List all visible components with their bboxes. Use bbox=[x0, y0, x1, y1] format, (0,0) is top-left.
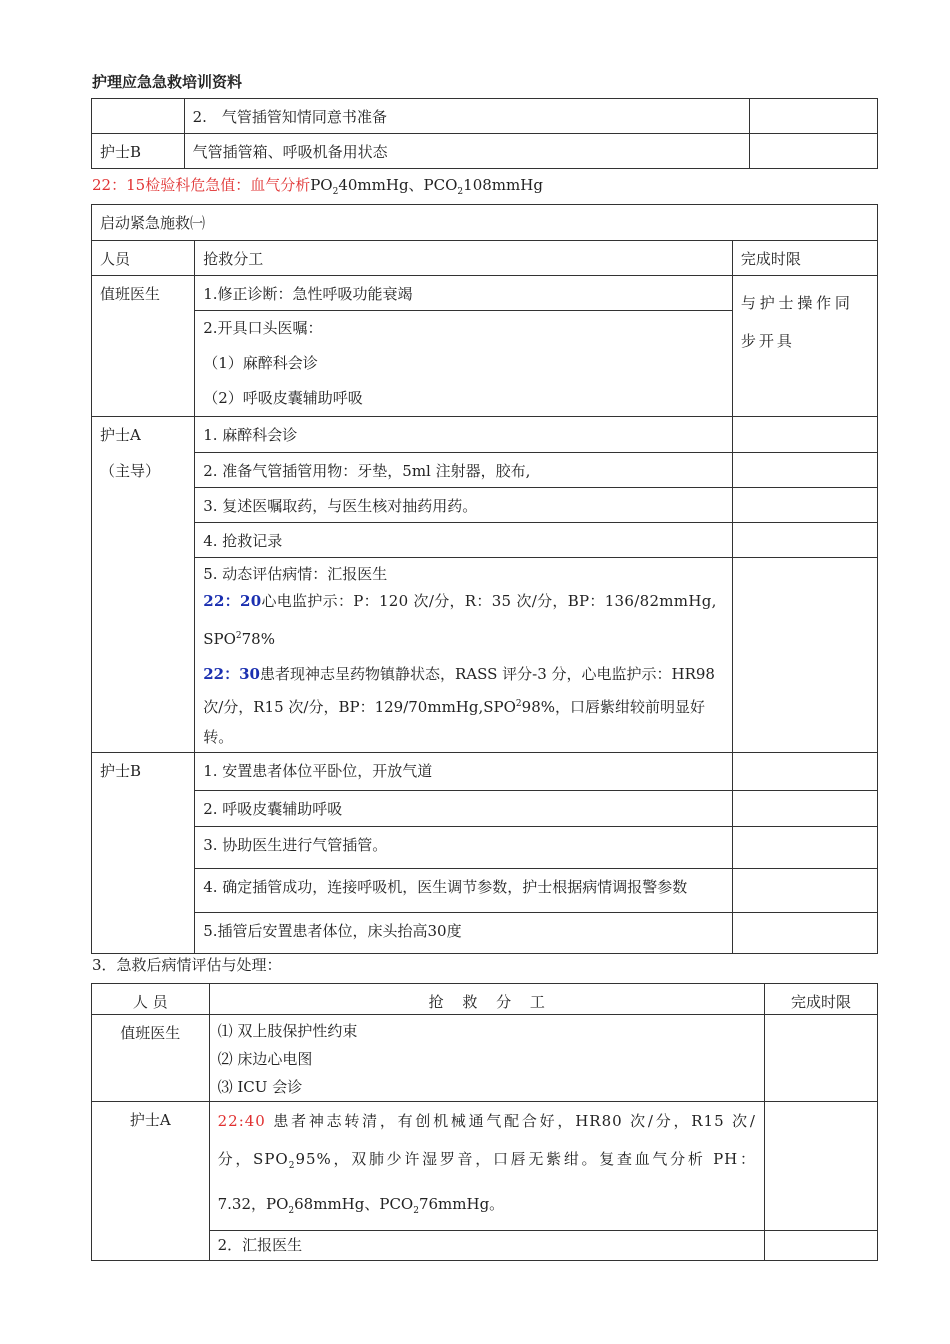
nurse-b-person-cell bbox=[92, 753, 195, 954]
top-table-person-2: 护士B bbox=[100, 143, 142, 161]
nurse-b-time-cell bbox=[732, 869, 877, 913]
top-table-task-2: 气管插管箱、呼吸机备用状态 bbox=[192, 143, 388, 161]
nurse-b-task-cell bbox=[195, 869, 733, 913]
alert-po2-value: 40mmHg、PCO bbox=[338, 176, 458, 194]
nurse-b-time-cell bbox=[732, 753, 877, 791]
alert-pco2-sub: 2 bbox=[457, 187, 464, 197]
doctor-time-cell bbox=[732, 276, 877, 417]
doctor-person: 值班医生 bbox=[100, 285, 161, 303]
header-cell-person bbox=[92, 241, 195, 276]
nurse-a-note-1-spo bbox=[203, 616, 724, 659]
note-2-text-c: 98%，口唇紫绀较前明显好 bbox=[521, 698, 705, 716]
nurse-a-role: （主导） bbox=[100, 462, 161, 480]
doctor-order-1: （1）麻醉科会诊 bbox=[203, 354, 318, 372]
alert-po2-sub: 2 bbox=[332, 187, 339, 197]
nurse-a-time-cell bbox=[732, 453, 877, 488]
note-1-spo-sup: 2 bbox=[235, 631, 242, 641]
note-2-spo-sup: 2 bbox=[515, 699, 522, 709]
doctor-task-1: 1.修正诊断：急性呼吸功能衰竭 bbox=[203, 285, 413, 303]
post-nurse-a-task-2: 2．汇报医生 bbox=[217, 1236, 303, 1254]
post-nurse-a-person-cell bbox=[92, 1102, 210, 1261]
nurse-b-time-cell bbox=[732, 791, 877, 827]
post-nurse-a-time-cell bbox=[764, 1102, 877, 1231]
post-line-3-sub-1: 2 bbox=[288, 1206, 295, 1216]
emergency-table-title-cell bbox=[92, 205, 878, 241]
note-2-text-d: 转。 bbox=[203, 728, 234, 746]
post-nurse-a-person: 护士A bbox=[129, 1111, 171, 1129]
doctor-orders-cell bbox=[195, 311, 733, 417]
nurse-a-assessment-cell bbox=[195, 558, 733, 753]
post-header-person: 人 员 bbox=[132, 993, 168, 1011]
emergency-table bbox=[91, 204, 878, 954]
post-nurse-a-time: 22:40 bbox=[217, 1112, 266, 1130]
header-task: 抢救分工 bbox=[203, 250, 264, 268]
nurse-a-task-cell bbox=[195, 453, 733, 488]
nurse-a-time-cell bbox=[732, 558, 877, 753]
post-line-2a: 分，SPO bbox=[217, 1150, 289, 1168]
header-cell-time bbox=[732, 241, 877, 276]
alert-time: 22：15 bbox=[92, 176, 146, 194]
header-time: 完成时限 bbox=[740, 250, 801, 268]
post-header-cell-time bbox=[764, 984, 877, 1015]
post-line-2-sub: 2 bbox=[288, 1161, 296, 1171]
nurse-a-person: 护士A bbox=[100, 426, 141, 444]
nurse-b-task-5: 5.插管后安置患者体位，床头抬高30度 bbox=[203, 922, 462, 940]
post-header-cell-person bbox=[92, 984, 210, 1015]
nurse-a-task-cell bbox=[195, 523, 733, 558]
post-doctor-task-3: ⑶ ICU 会诊 bbox=[217, 1078, 303, 1096]
post-header-cell-task bbox=[209, 984, 764, 1015]
nurse-b-task-2: 2. 呼吸皮囊辅助呼吸 bbox=[203, 800, 343, 818]
nurse-b-task-cell bbox=[195, 753, 733, 791]
nurse-b-task-3: 3. 协助医生进行气管插管。 bbox=[203, 836, 388, 854]
nurse-a-time-cell bbox=[732, 523, 877, 558]
post-nurse-a-line-2 bbox=[218, 1140, 756, 1185]
note-1-time: 22：20 bbox=[203, 592, 262, 610]
post-line-3-sub-2: 2 bbox=[413, 1206, 419, 1216]
nurse-b-person: 护士B bbox=[100, 762, 142, 780]
post-nurse-a-task-cell bbox=[209, 1231, 764, 1261]
note-2-text-b: 次/分，R15 次/分，BP：129/70mmHg,SPO bbox=[203, 698, 516, 716]
nurse-a-task-cell bbox=[195, 417, 733, 453]
post-line-3c: 76mmHg。 bbox=[418, 1195, 505, 1213]
top-table-time-cell bbox=[749, 99, 877, 134]
nurse-b-task-cell bbox=[195, 827, 733, 869]
post-doctor-task-cell bbox=[209, 1015, 764, 1102]
note-1-text: 心电监护示：P：120 次/分，R：35 次/分，BP：136/82mmHg, bbox=[261, 592, 717, 610]
post-doctor-person-cell bbox=[92, 1015, 210, 1102]
post-rescue-table bbox=[91, 983, 878, 1261]
nurse-b-task-4: 4. 确定插管成功，连接呼吸机，医生调节参数，护士根据病情调报警参数 bbox=[203, 878, 688, 896]
post-doctor-person: 值班医生 bbox=[120, 1024, 181, 1042]
post-doctor-task-2: ⑵ 床边心电图 bbox=[217, 1050, 313, 1068]
post-doctor-task-1: ⑴ 双上肢保护性约束 bbox=[217, 1022, 358, 1040]
nurse-a-time-cell bbox=[732, 417, 877, 453]
note-1-spo-label: SPO bbox=[203, 630, 236, 648]
note-2-text-a: 患者现神志呈药物镇静状态，RASS 评分-3 分，心电监护示：HR98 bbox=[259, 665, 715, 683]
nurse-b-task-cell bbox=[195, 791, 733, 827]
note-2-time: 22：30 bbox=[203, 665, 260, 683]
nurse-a-note-2 bbox=[203, 659, 724, 752]
post-line-3b: 68mmHg、PCO bbox=[294, 1195, 414, 1213]
post-nurse-a-time-cell bbox=[764, 1231, 877, 1261]
nurse-a-time-cell bbox=[732, 488, 877, 523]
post-header-task: 抢 救 分 工 bbox=[428, 993, 545, 1011]
critical-value-alert bbox=[92, 174, 543, 197]
nurse-b-task-1: 1. 安置患者体位平卧位，开放气道 bbox=[203, 762, 433, 780]
page-header-title: 护理应急急救培训资料 bbox=[92, 73, 243, 91]
top-table-task-1: 2. 气管插管知情同意书准备 bbox=[192, 108, 387, 126]
top-table-person-empty bbox=[92, 99, 185, 134]
nurse-a-task-4: 4. 抢救记录 bbox=[203, 532, 283, 550]
emergency-table-title: 启动紧急施救㈠ bbox=[100, 214, 206, 232]
doctor-person-cell bbox=[92, 276, 195, 417]
post-line-3a: 7.32，PO bbox=[217, 1195, 289, 1213]
top-table-person-cell bbox=[92, 134, 185, 169]
header-person: 人员 bbox=[100, 250, 131, 268]
nurse-a-task-3: 3. 复述医嘱取药，与医生核对抽药用药。 bbox=[203, 497, 478, 515]
post-nurse-a-line-1-text: 患者神志转清，有创机械通气配合好，HR80 次/分，R15 次/ bbox=[273, 1112, 756, 1130]
nurse-b-time-cell bbox=[732, 827, 877, 869]
post-nurse-a-line-3 bbox=[218, 1185, 756, 1230]
nurse-a-task-2: 2. 准备气管插管用物：牙垫，5ml 注射器，胶布, bbox=[203, 462, 531, 480]
section-3-title: 3．急救后病情评估与处理： bbox=[92, 956, 282, 974]
post-header-time: 完成时限 bbox=[790, 993, 851, 1011]
top-table-task-cell bbox=[184, 134, 749, 169]
nurse-a-task-5: 5. 动态评估病情：汇报医生 bbox=[203, 565, 388, 583]
doctor-order-2: （2）呼吸皮囊辅助呼吸 bbox=[203, 389, 363, 407]
nurse-a-note-1 bbox=[203, 586, 724, 616]
doctor-task-2: 2.开具口头医嘱： bbox=[203, 319, 323, 337]
nurse-a-person-cell bbox=[92, 417, 195, 753]
post-nurse-a-assessment-cell bbox=[209, 1102, 764, 1231]
post-nurse-a-line-1 bbox=[218, 1102, 756, 1140]
nurse-b-time-cell bbox=[732, 913, 877, 954]
post-line-2b: 95%，双肺少许湿罗音，口唇无紫绀。复查血气分析 PH： bbox=[295, 1150, 756, 1168]
note-1-spo-value: 78% bbox=[241, 630, 275, 648]
post-doctor-time-cell bbox=[764, 1015, 877, 1102]
alert-pco2-value: 108mmHg bbox=[463, 176, 543, 194]
top-table bbox=[91, 98, 878, 169]
doctor-time: 与护士操作同步开具 bbox=[740, 294, 853, 350]
doctor-task-cell bbox=[195, 276, 733, 311]
alert-label: 检验科危急值：血气分析 bbox=[145, 176, 311, 194]
nurse-a-task-1: 1. 麻醉科会诊 bbox=[203, 426, 298, 444]
nurse-a-task-cell bbox=[195, 488, 733, 523]
top-table-task-cell bbox=[184, 99, 749, 134]
alert-po2-label: PO bbox=[310, 176, 333, 194]
top-table-time-cell bbox=[749, 134, 877, 169]
header-cell-task bbox=[195, 241, 733, 276]
nurse-b-task-cell bbox=[195, 913, 733, 954]
